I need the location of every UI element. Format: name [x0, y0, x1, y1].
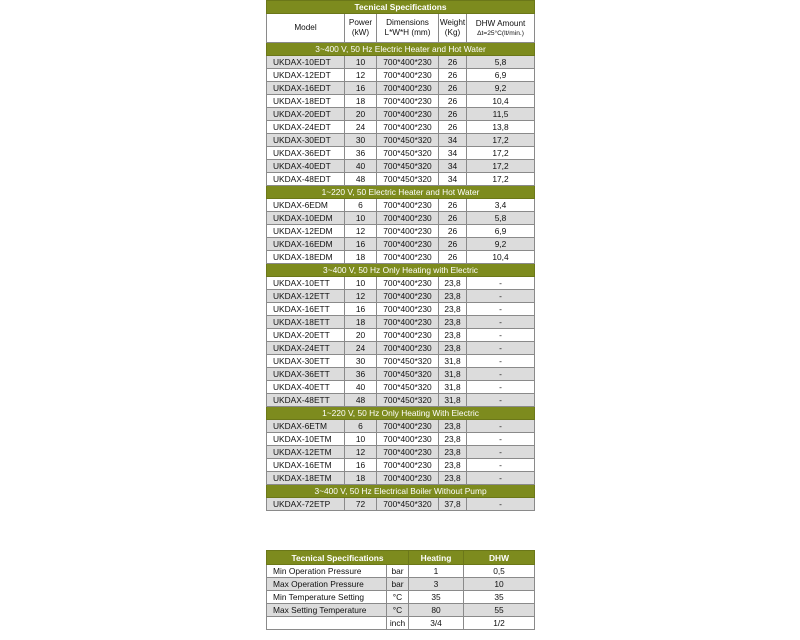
cell-model: UKDAX-16EDM [267, 238, 345, 251]
cell-model: UKDAX-30EDT [267, 134, 345, 147]
cell-weight: 23,8 [439, 329, 467, 342]
table-row [267, 108, 535, 121]
cell-dhw: - [467, 446, 535, 459]
spec-header-dhw: DHW [464, 551, 535, 565]
cell-dimensions: 700*400*230 [377, 316, 439, 329]
cell-power: 10 [345, 56, 377, 69]
cell-weight: 23,8 [439, 316, 467, 329]
cell-weight: 26 [439, 56, 467, 69]
cell-model: UKDAX-40ETT [267, 381, 345, 394]
cell-dimensions: 700*400*230 [377, 199, 439, 212]
cell-power: 10 [345, 433, 377, 446]
table-row [267, 290, 535, 303]
cell-model: UKDAX-16ETT [267, 303, 345, 316]
cell-dimensions: 700*400*230 [377, 342, 439, 355]
spec-dhw-value: 0,5 [464, 565, 535, 578]
cell-power: 18 [345, 316, 377, 329]
cell-power: 36 [345, 368, 377, 381]
cell-weight: 26 [439, 108, 467, 121]
spec-table-container [266, 0, 534, 511]
cell-dhw: 17,2 [467, 173, 535, 186]
cell-dhw: - [467, 394, 535, 407]
cell-dimensions: 700*450*320 [377, 160, 439, 173]
cell-weight: 34 [439, 173, 467, 186]
cell-dhw: 5,8 [467, 212, 535, 225]
table-row [267, 69, 535, 82]
table-row [267, 316, 535, 329]
table-row [267, 251, 535, 264]
table-row [267, 82, 535, 95]
spec-label: Min Temperature Setting [267, 591, 387, 604]
cell-dimensions: 700*400*230 [377, 121, 439, 134]
spec-heating-value: 3/4 [409, 617, 464, 630]
cell-model: UKDAX-6EDM [267, 199, 345, 212]
cell-dhw: 5,8 [467, 56, 535, 69]
cell-dhw: - [467, 355, 535, 368]
header-dimensions: Dimensions L*W*H (mm) [377, 14, 439, 43]
cell-dimensions: 700*400*230 [377, 290, 439, 303]
cell-weight: 34 [439, 147, 467, 160]
cell-weight: 26 [439, 251, 467, 264]
cell-weight: 31,8 [439, 381, 467, 394]
section-title: 3~400 V, 50 Hz Only Heating with Electric [267, 264, 535, 277]
spec-label: Min Operation Pressure [267, 565, 387, 578]
cell-weight: 31,8 [439, 355, 467, 368]
cell-dhw: 6,9 [467, 225, 535, 238]
cell-power: 10 [345, 212, 377, 225]
cell-dhw: - [467, 381, 535, 394]
table-row [267, 329, 535, 342]
table-row [267, 238, 535, 251]
cell-model: UKDAX-10EDM [267, 212, 345, 225]
cell-weight: 26 [439, 69, 467, 82]
cell-power: 20 [345, 108, 377, 121]
cell-power: 16 [345, 459, 377, 472]
cell-dimensions: 700*450*320 [377, 368, 439, 381]
table-row [267, 277, 535, 290]
cell-power: 30 [345, 355, 377, 368]
cell-model: UKDAX-16ETM [267, 459, 345, 472]
cell-dhw: - [467, 472, 535, 485]
cell-power: 24 [345, 121, 377, 134]
cell-dimensions: 700*450*320 [377, 147, 439, 160]
cell-dhw: 17,2 [467, 134, 535, 147]
cell-dhw: 11,5 [467, 108, 535, 121]
cell-model: UKDAX-12ETT [267, 290, 345, 303]
spec-title: Tecnical Specifications [267, 551, 409, 565]
cell-power: 6 [345, 199, 377, 212]
header-weight: Weight (Kg) [439, 14, 467, 43]
cell-dhw: 13,8 [467, 121, 535, 134]
cell-dimensions: 700*400*230 [377, 459, 439, 472]
cell-power: 72 [345, 498, 377, 511]
models-table [266, 0, 535, 511]
cell-dhw: - [467, 498, 535, 511]
table-row [267, 225, 535, 238]
cell-dhw: - [467, 303, 535, 316]
cell-power: 40 [345, 160, 377, 173]
cell-weight: 26 [439, 225, 467, 238]
cell-weight: 31,8 [439, 368, 467, 381]
cell-dhw: - [467, 433, 535, 446]
table-row [267, 381, 535, 394]
cell-dhw: 17,2 [467, 160, 535, 173]
table-row [267, 498, 535, 511]
spec-label [267, 617, 387, 630]
cell-weight: 26 [439, 82, 467, 95]
cell-model: UKDAX-20ETT [267, 329, 345, 342]
spec-unit: bar [387, 578, 409, 591]
cell-power: 36 [345, 147, 377, 160]
spec-row [267, 604, 535, 617]
cell-power: 20 [345, 329, 377, 342]
cell-dhw: - [467, 316, 535, 329]
spec-unit: inch [387, 617, 409, 630]
table-row [267, 121, 535, 134]
section-title: 3~400 V, 50 Hz Electric Heater and Hot Water [267, 43, 535, 56]
section-header-row [267, 485, 535, 498]
cell-model: UKDAX-40EDT [267, 160, 345, 173]
cell-model: UKDAX-10ETT [267, 277, 345, 290]
cell-model: UKDAX-48EDT [267, 173, 345, 186]
cell-dimensions: 700*400*230 [377, 212, 439, 225]
table-row [267, 199, 535, 212]
cell-model: UKDAX-18EDT [267, 95, 345, 108]
cell-model: UKDAX-24ETT [267, 342, 345, 355]
cell-weight: 23,8 [439, 420, 467, 433]
cell-dimensions: 700*400*230 [377, 238, 439, 251]
spec-unit: °C [387, 591, 409, 604]
cell-model: UKDAX-20EDT [267, 108, 345, 121]
cell-dimensions: 700*400*230 [377, 277, 439, 290]
cell-weight: 23,8 [439, 433, 467, 446]
table-row [267, 433, 535, 446]
spec-dhw-value: 1/2 [464, 617, 535, 630]
cell-model: UKDAX-30ETT [267, 355, 345, 368]
cell-weight: 26 [439, 212, 467, 225]
cell-power: 40 [345, 381, 377, 394]
spec-heating-value: 80 [409, 604, 464, 617]
cell-model: UKDAX-48ETT [267, 394, 345, 407]
table-title-row [267, 1, 535, 14]
cell-model: UKDAX-12ETM [267, 446, 345, 459]
cell-dimensions: 700*400*230 [377, 420, 439, 433]
table-row [267, 394, 535, 407]
spec-label: Max Operation Pressure [267, 578, 387, 591]
cell-weight: 23,8 [439, 342, 467, 355]
cell-dimensions: 700*400*230 [377, 225, 439, 238]
header-dhw: DHW Amount Δt=25°C(lt/min.) [467, 14, 535, 43]
cell-power: 12 [345, 225, 377, 238]
column-header-row [267, 14, 535, 43]
cell-power: 6 [345, 420, 377, 433]
spec-row [267, 578, 535, 591]
cell-model: UKDAX-36ETT [267, 368, 345, 381]
table-title: Tecnical Specifications [267, 1, 535, 14]
cell-model: UKDAX-10ETM [267, 433, 345, 446]
cell-dimensions: 700*400*230 [377, 472, 439, 485]
cell-power: 18 [345, 472, 377, 485]
table-row [267, 212, 535, 225]
cell-dimensions: 700*400*230 [377, 108, 439, 121]
cell-weight: 26 [439, 121, 467, 134]
table-row [267, 134, 535, 147]
cell-weight: 37,8 [439, 498, 467, 511]
cell-dimensions: 700*400*230 [377, 251, 439, 264]
table-row [267, 147, 535, 160]
table-row [267, 368, 535, 381]
cell-model: UKDAX-6ETM [267, 420, 345, 433]
cell-power: 12 [345, 446, 377, 459]
cell-dimensions: 700*400*230 [377, 433, 439, 446]
cell-dimensions: 700*400*230 [377, 303, 439, 316]
cell-power: 16 [345, 238, 377, 251]
section-header-row [267, 43, 535, 56]
cell-dhw: - [467, 420, 535, 433]
cell-dimensions: 700*400*230 [377, 69, 439, 82]
section-header-row [267, 264, 535, 277]
spec-dhw-value: 55 [464, 604, 535, 617]
cell-dimensions: 700*450*320 [377, 355, 439, 368]
section-title: 1~220 V, 50 Electric Heater and Hot Water [267, 186, 535, 199]
cell-power: 10 [345, 277, 377, 290]
cell-weight: 23,8 [439, 290, 467, 303]
cell-power: 12 [345, 69, 377, 82]
operating-spec-table [266, 550, 535, 630]
table-row [267, 342, 535, 355]
cell-power: 18 [345, 251, 377, 264]
cell-dhw: 6,9 [467, 69, 535, 82]
cell-dhw: 3,4 [467, 199, 535, 212]
section-title: 3~400 V, 50 Hz Electrical Boiler Without Pump [267, 485, 535, 498]
table-row [267, 472, 535, 485]
cell-dimensions: 700*450*320 [377, 173, 439, 186]
cell-weight: 26 [439, 238, 467, 251]
section-header-row [267, 186, 535, 199]
cell-weight: 23,8 [439, 303, 467, 316]
cell-model: UKDAX-24EDT [267, 121, 345, 134]
spec-label: Max Setting Temperature [267, 604, 387, 617]
section-header-row [267, 407, 535, 420]
cell-dimensions: 700*400*230 [377, 329, 439, 342]
cell-model: UKDAX-36EDT [267, 147, 345, 160]
spec-heating-value: 1 [409, 565, 464, 578]
cell-power: 12 [345, 290, 377, 303]
spec-header-heating: Heating [409, 551, 464, 565]
spec-unit: bar [387, 565, 409, 578]
table-row [267, 459, 535, 472]
cell-dimensions: 700*400*230 [377, 82, 439, 95]
spec-row [267, 565, 535, 578]
cell-power: 18 [345, 95, 377, 108]
cell-power: 24 [345, 342, 377, 355]
cell-weight: 23,8 [439, 472, 467, 485]
spec-row [267, 591, 535, 604]
cell-weight: 34 [439, 160, 467, 173]
table-row [267, 303, 535, 316]
cell-dhw: - [467, 342, 535, 355]
cell-dhw: - [467, 368, 535, 381]
cell-model: UKDAX-10EDT [267, 56, 345, 69]
cell-dimensions: 700*450*320 [377, 498, 439, 511]
spec-dhw-value: 35 [464, 591, 535, 604]
section-title: 1~220 V, 50 Hz Only Heating With Electric [267, 407, 535, 420]
cell-dhw: - [467, 290, 535, 303]
spec-row [267, 617, 535, 630]
header-power: Power (kW) [345, 14, 377, 43]
operating-spec-container [266, 550, 534, 630]
cell-dhw: 9,2 [467, 82, 535, 95]
cell-dhw: 10,4 [467, 95, 535, 108]
cell-power: 48 [345, 394, 377, 407]
cell-dhw: - [467, 329, 535, 342]
spec-heating-value: 3 [409, 578, 464, 591]
cell-dhw: - [467, 459, 535, 472]
cell-dimensions: 700*400*230 [377, 56, 439, 69]
table-row [267, 173, 535, 186]
cell-model: UKDAX-16EDT [267, 82, 345, 95]
cell-dhw: 10,4 [467, 251, 535, 264]
spec-header-row [267, 551, 535, 565]
cell-power: 16 [345, 303, 377, 316]
cell-dimensions: 700*450*320 [377, 134, 439, 147]
cell-weight: 34 [439, 134, 467, 147]
cell-dhw: - [467, 277, 535, 290]
table-row [267, 355, 535, 368]
cell-weight: 23,8 [439, 459, 467, 472]
cell-model: UKDAX-18ETM [267, 472, 345, 485]
spec-unit: °C [387, 604, 409, 617]
spec-dhw-value: 10 [464, 578, 535, 591]
spec-heating-value: 35 [409, 591, 464, 604]
table-row [267, 95, 535, 108]
cell-weight: 26 [439, 199, 467, 212]
cell-model: UKDAX-12EDM [267, 225, 345, 238]
cell-dimensions: 700*450*320 [377, 394, 439, 407]
cell-weight: 23,8 [439, 277, 467, 290]
cell-dhw: 9,2 [467, 238, 535, 251]
cell-dimensions: 700*400*230 [377, 95, 439, 108]
cell-power: 16 [345, 82, 377, 95]
table-row [267, 420, 535, 433]
cell-dhw: 17,2 [467, 147, 535, 160]
cell-weight: 23,8 [439, 446, 467, 459]
cell-power: 30 [345, 134, 377, 147]
header-model: Model [267, 14, 345, 43]
cell-model: UKDAX-12EDT [267, 69, 345, 82]
cell-model: UKDAX-72ETP [267, 498, 345, 511]
cell-power: 48 [345, 173, 377, 186]
cell-dimensions: 700*450*320 [377, 381, 439, 394]
table-row [267, 56, 535, 69]
cell-dimensions: 700*400*230 [377, 446, 439, 459]
table-row [267, 446, 535, 459]
table-row [267, 160, 535, 173]
cell-weight: 31,8 [439, 394, 467, 407]
cell-model: UKDAX-18ETT [267, 316, 345, 329]
cell-weight: 26 [439, 95, 467, 108]
cell-model: UKDAX-18EDM [267, 251, 345, 264]
